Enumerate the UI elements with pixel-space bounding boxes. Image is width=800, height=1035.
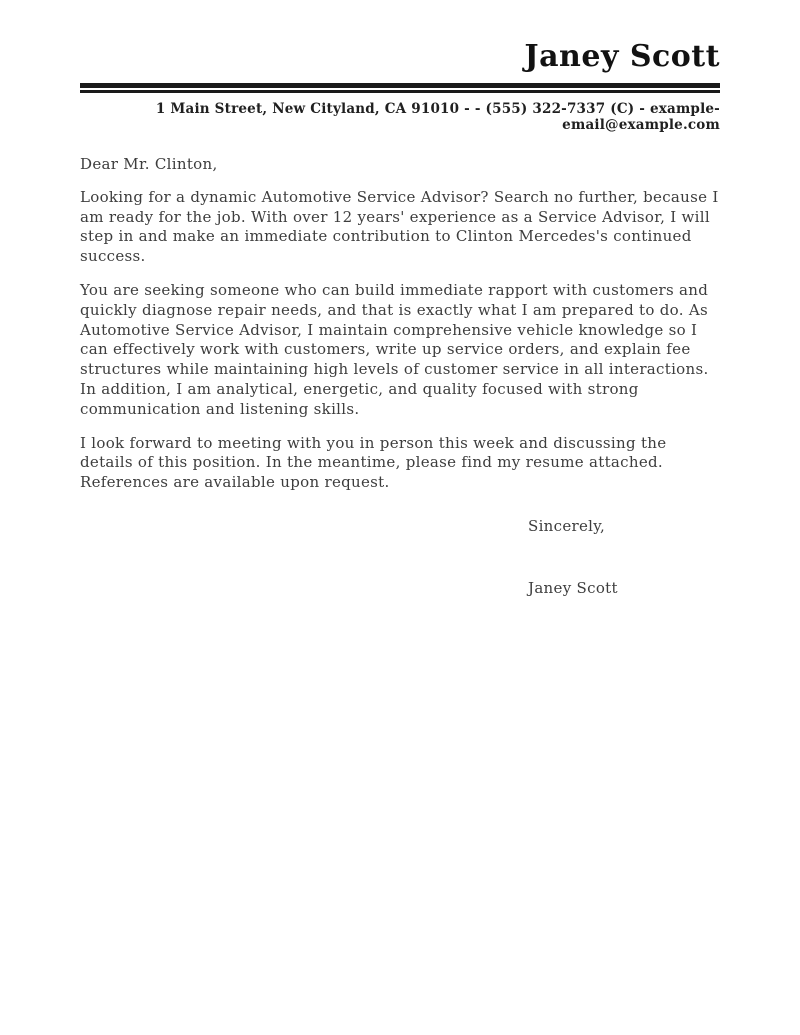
header-rule-thin bbox=[80, 90, 720, 93]
header-double-rule bbox=[80, 83, 720, 93]
letterhead-name: Janey Scott bbox=[524, 39, 720, 74]
closing: Sincerely, bbox=[528, 516, 606, 535]
body-paragraph-2: You are seeking someone who can build immediate rapport with customers and quickly diagnose repair needs, and that is exactly what I am prepared to do. As Automotive Service Advisor, I maintain comprehensive vehicle knowledge so I can effectively work with customers, write up service orders, and explain fee structures while maintaining high levels of customer service in all interactions. In addition, I am analytical, energetic, and quality focused with strong communication and listening skills. bbox=[80, 280, 709, 418]
salutation: Dear Mr. Clinton, bbox=[80, 155, 218, 173]
header-rule-thick bbox=[80, 83, 720, 88]
body-paragraph-1: Looking for a dynamic Automotive Service Advisor? Search no further, because I am ready for the job. With over 12 years' experience as a Service Advisor, I will step in and make an immediate contribution to Clinton Mercedes's continued success. bbox=[80, 187, 719, 266]
contact-line: 1 Main Street, New Cityland, CA 91010 - - (555) 322-7337 (C) - example-email@example.com bbox=[155, 101, 720, 133]
closing-block bbox=[528, 517, 720, 599]
body-paragraph-3: I look forward to meeting with you in person this week and discussing the details of this position. In the meantime, please find my resume attached. References are available upon request. bbox=[80, 433, 667, 492]
signature-name: Janey Scott bbox=[528, 578, 618, 597]
